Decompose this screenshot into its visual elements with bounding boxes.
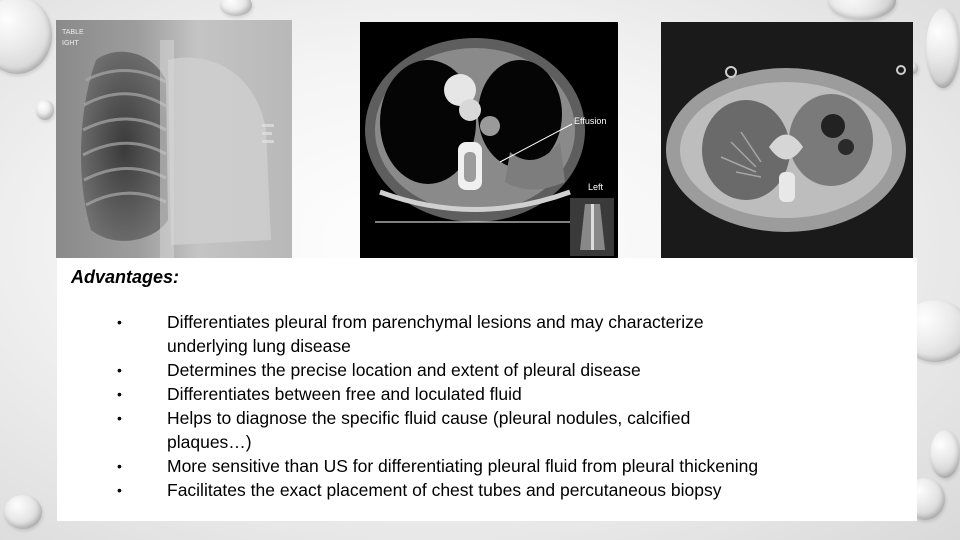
item-text: Determines the precise location and extent of pleural disease — [167, 360, 641, 380]
water-drop-decoration — [0, 0, 52, 74]
water-drop-decoration — [926, 8, 960, 88]
bullet-icon: • — [117, 314, 122, 330]
bullet-icon: • — [117, 410, 122, 426]
item-text-continued: plaques…) — [167, 432, 252, 452]
advantages-text-box — [57, 258, 917, 521]
bullet-icon: • — [117, 482, 122, 498]
advantages-list — [71, 310, 903, 502]
ct-mediastinal-image — [360, 22, 618, 258]
effusion-label: Effusion — [574, 116, 607, 126]
water-drop-decoration — [930, 430, 960, 478]
advantages-heading: Advantages: — [71, 267, 180, 287]
bullet-icon: • — [117, 362, 122, 378]
item-text: Facilitates the exact placement of chest tubes and percutaneous biopsy — [167, 480, 722, 500]
xray-label-table: TABLE — [62, 29, 84, 36]
water-drop-decoration — [36, 100, 54, 120]
item-text: Helps to diagnose the specific fluid cause (pleural nodules, calcified — [167, 408, 691, 428]
item-text: Differentiates between free and loculated fluid — [167, 384, 522, 404]
list-item — [71, 310, 903, 358]
item-text-continued: underlying lung disease — [167, 336, 351, 356]
bullet-icon: • — [117, 458, 122, 474]
water-drop-decoration — [220, 0, 252, 16]
chest-xray-image — [56, 20, 292, 258]
left-label: Left — [588, 182, 604, 192]
item-text: Differentiates pleural from parenchymal lesions and may characterize — [167, 312, 704, 332]
water-drop-decoration — [828, 0, 896, 20]
bullet-icon: • — [117, 386, 122, 402]
water-drop-decoration — [4, 495, 42, 529]
ct-lung-window-image — [661, 22, 913, 258]
list-item — [71, 406, 903, 454]
list-item — [71, 382, 903, 406]
xray-label-ight: IGHT — [62, 40, 79, 47]
list-item — [71, 454, 903, 478]
list-item — [71, 358, 903, 382]
list-item — [71, 478, 903, 502]
item-text: More sensitive than US for differentiating pleural fluid from pleural thickening — [167, 456, 759, 476]
